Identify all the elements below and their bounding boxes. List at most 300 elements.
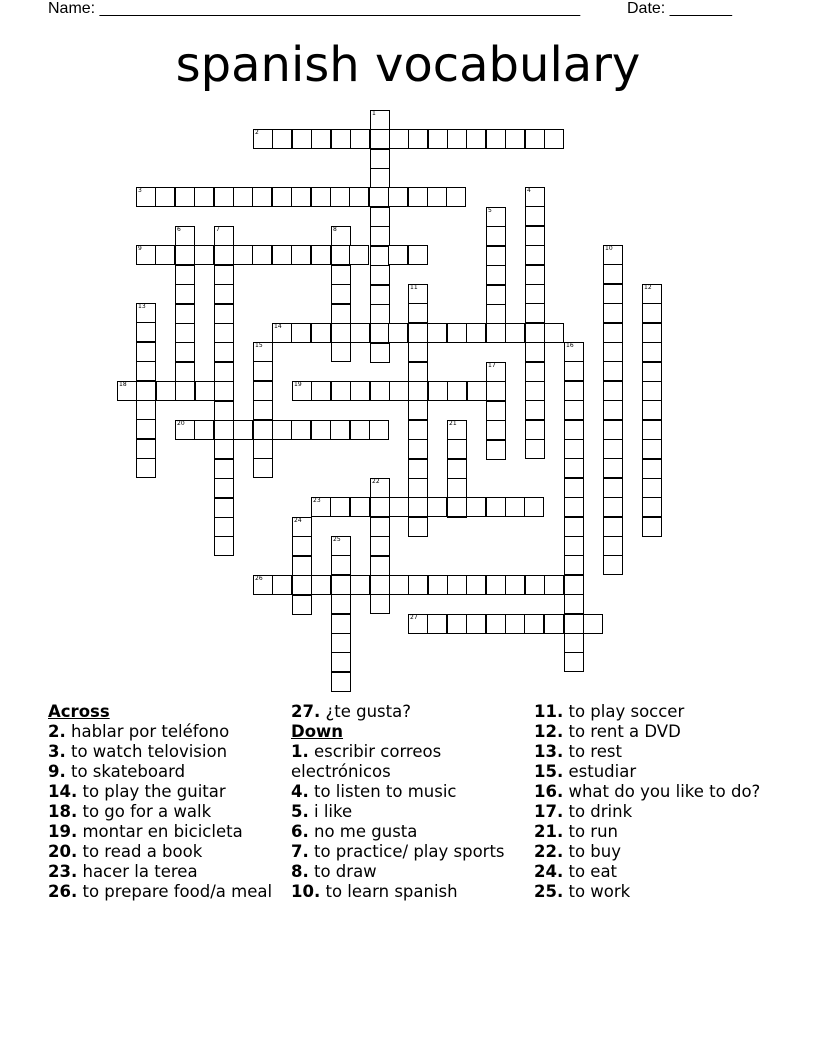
grid-cell[interactable]	[388, 245, 408, 265]
grid-cell[interactable]	[564, 439, 584, 459]
grid-cell[interactable]	[350, 381, 370, 401]
grid-cell[interactable]	[408, 420, 428, 440]
grid-cell[interactable]	[370, 149, 390, 169]
grid-cell[interactable]	[136, 458, 156, 478]
clue-number: 6.	[291, 822, 309, 841]
clue-number: 24.	[534, 862, 564, 881]
grid-cell[interactable]	[427, 497, 447, 517]
clue-number: 11.	[534, 702, 564, 721]
grid-cell[interactable]	[486, 420, 506, 440]
grid-cell[interactable]	[525, 303, 545, 323]
grid-cell[interactable]	[447, 497, 467, 517]
grid-cell[interactable]	[311, 245, 331, 265]
grid-cell[interactable]	[214, 439, 234, 459]
clue-number-label: 18	[119, 381, 127, 388]
grid-cell[interactable]	[408, 303, 428, 323]
grid-cell[interactable]	[525, 129, 545, 149]
grid-cell[interactable]	[486, 226, 506, 246]
grid-cell[interactable]	[408, 381, 428, 401]
grid-cell[interactable]	[214, 323, 234, 343]
grid-cell[interactable]	[505, 575, 525, 595]
clue-number: 19.	[48, 822, 78, 841]
grid-cell[interactable]	[272, 187, 292, 207]
grid-cell[interactable]	[427, 323, 447, 343]
grid-cell[interactable]	[428, 129, 448, 149]
grid-cell[interactable]	[331, 652, 351, 672]
grid-cell[interactable]	[214, 401, 234, 421]
grid-cell[interactable]	[467, 381, 487, 401]
grid-cell[interactable]	[331, 672, 351, 692]
grid-cell[interactable]	[486, 381, 506, 401]
grid-cell[interactable]	[370, 226, 390, 246]
grid-cell[interactable]	[525, 265, 545, 285]
grid-cell[interactable]	[524, 497, 544, 517]
grid-cell[interactable]	[214, 342, 234, 362]
grid-cell[interactable]	[272, 420, 292, 440]
clue-number-label: 11	[410, 284, 418, 291]
clue-text: to listen to music	[314, 782, 457, 801]
grid-cell[interactable]	[194, 420, 214, 440]
grid-cell[interactable]	[564, 420, 584, 440]
grid-cell[interactable]	[175, 304, 195, 324]
grid-cell[interactable]	[486, 246, 506, 266]
grid-cell[interactable]	[331, 555, 351, 575]
clue-text: to drink	[568, 802, 633, 821]
grid-cell[interactable]	[564, 555, 584, 575]
grid-cell[interactable]	[466, 614, 486, 634]
grid-cell[interactable]	[603, 536, 623, 556]
grid-cell[interactable]	[447, 323, 467, 343]
grid-cell[interactable]	[370, 594, 390, 614]
grid-cell[interactable]	[136, 400, 156, 420]
grid-cell[interactable]	[486, 265, 506, 285]
grid-cell[interactable]	[370, 517, 390, 537]
clue-number-label: 17	[488, 362, 496, 369]
grid-cell[interactable]	[642, 459, 662, 479]
grid-cell[interactable]	[214, 459, 234, 479]
clue-number: 26.	[48, 882, 78, 901]
grid-cell[interactable]	[446, 187, 466, 207]
grid-cell[interactable]	[525, 362, 545, 382]
grid-cell[interactable]	[544, 129, 564, 149]
grid-cell[interactable]	[136, 322, 156, 342]
grid-cell[interactable]	[233, 420, 253, 440]
grid-cell[interactable]	[525, 575, 545, 595]
grid-cell[interactable]	[525, 206, 545, 226]
grid-cell[interactable]	[564, 517, 584, 537]
grid-cell[interactable]	[466, 129, 486, 149]
grid-cell[interactable]	[642, 362, 662, 382]
grid-cell[interactable]	[291, 245, 311, 265]
grid-cell[interactable]	[525, 226, 545, 246]
clue-text: to read a book	[82, 842, 203, 861]
grid-cell[interactable]	[525, 400, 545, 420]
grid-cell[interactable]	[214, 420, 234, 440]
grid-cell[interactable]	[370, 246, 390, 266]
grid-cell[interactable]	[447, 129, 467, 149]
grid-cell[interactable]	[544, 614, 564, 634]
clue-item	[48, 842, 284, 862]
grid-cell[interactable]	[175, 342, 195, 362]
grid-cell[interactable]	[603, 517, 623, 537]
clue-item	[291, 862, 527, 882]
grid-cell[interactable]	[331, 633, 351, 653]
grid-cell[interactable]	[370, 381, 390, 401]
grid-cell[interactable]	[544, 323, 564, 343]
grid-cell[interactable]	[331, 304, 351, 324]
grid-cell[interactable]	[370, 304, 390, 324]
grid-cell[interactable]	[642, 439, 662, 459]
grid-cell[interactable]	[642, 497, 662, 517]
grid-cell[interactable]	[603, 400, 623, 420]
clue-item	[534, 702, 770, 722]
grid-cell[interactable]	[564, 575, 584, 595]
grid-cell[interactable]	[292, 129, 312, 149]
grid-cell[interactable]	[370, 285, 390, 305]
grid-cell[interactable]	[427, 614, 447, 634]
grid-cell[interactable]	[155, 187, 175, 207]
clue-number: 8.	[291, 862, 309, 881]
grid-cell[interactable]	[408, 400, 428, 420]
grid-cell[interactable]	[408, 323, 428, 343]
grid-cell[interactable]	[525, 323, 545, 343]
grid-cell[interactable]	[447, 459, 467, 479]
grid-cell[interactable]	[136, 342, 156, 362]
grid-cell[interactable]	[525, 342, 545, 362]
grid-cell[interactable]	[603, 323, 623, 343]
grid-cell[interactable]	[292, 556, 312, 576]
grid-cell[interactable]	[427, 187, 447, 207]
grid-cell[interactable]	[486, 304, 506, 324]
grid-cell[interactable]	[408, 129, 428, 149]
clue-text: to practice/ play sports	[314, 842, 505, 861]
grid-cell[interactable]	[253, 400, 273, 420]
grid-cell[interactable]	[564, 361, 584, 381]
clue-item	[534, 722, 770, 742]
clue-item	[291, 782, 527, 802]
grid-cell[interactable]	[603, 361, 623, 381]
grid-cell[interactable]	[155, 245, 175, 265]
grid-cell[interactable]	[331, 594, 351, 614]
grid-cell[interactable]	[194, 245, 214, 265]
grid-cell[interactable]	[311, 187, 331, 207]
grid-cell[interactable]	[642, 478, 662, 498]
grid-cell[interactable]	[331, 245, 351, 265]
clue-number-label: 23	[313, 497, 321, 504]
grid-cell[interactable]	[389, 575, 409, 595]
grid-cell[interactable]	[350, 129, 370, 149]
grid-cell[interactable]	[564, 478, 584, 498]
grid-cell[interactable]	[564, 381, 584, 401]
grid-cell[interactable]	[642, 342, 662, 362]
grid-cell[interactable]	[603, 420, 623, 440]
grid-cell[interactable]	[370, 556, 390, 576]
grid-cell[interactable]	[564, 400, 584, 420]
clue-number: 17.	[534, 802, 564, 821]
grid-cell[interactable]	[603, 497, 623, 517]
clue-column-2	[291, 702, 527, 902]
grid-cell[interactable]	[136, 419, 156, 439]
grid-cell[interactable]	[408, 342, 428, 362]
grid-cell[interactable]	[311, 323, 331, 343]
clue-text: hacer la terea	[82, 862, 198, 881]
grid-cell[interactable]	[253, 361, 273, 381]
clue-item	[534, 742, 770, 762]
grid-cell[interactable]	[603, 342, 623, 362]
grid-cell[interactable]	[331, 265, 351, 285]
grid-cell[interactable]	[389, 129, 409, 149]
grid-cell[interactable]	[486, 285, 506, 305]
grid-cell[interactable]	[370, 323, 390, 343]
grid-cell[interactable]	[505, 129, 525, 149]
grid-cell[interactable]	[349, 245, 369, 265]
grid-cell[interactable]	[175, 323, 195, 343]
grid-cell[interactable]	[408, 478, 428, 498]
grid-cell[interactable]	[603, 439, 623, 459]
grid-cell[interactable]	[252, 245, 272, 265]
grid-cell[interactable]	[447, 478, 467, 498]
grid-cell[interactable]	[331, 342, 351, 362]
grid-cell[interactable]	[369, 420, 389, 440]
grid-cell[interactable]	[330, 187, 350, 207]
grid-cell[interactable]	[564, 633, 584, 653]
grid-cell[interactable]	[447, 381, 467, 401]
grid-cell[interactable]	[349, 187, 369, 207]
clue-text: to prepare food/a meal	[82, 882, 273, 901]
clue-number: 21.	[534, 822, 564, 841]
grid-cell[interactable]	[253, 381, 273, 401]
grid-cell[interactable]	[486, 497, 506, 517]
grid-cell[interactable]	[564, 497, 584, 517]
grid-cell[interactable]	[466, 497, 486, 517]
grid-cell[interactable]	[642, 400, 662, 420]
grid-cell[interactable]	[447, 614, 467, 634]
grid-cell[interactable]	[370, 265, 390, 285]
grid-cell[interactable]	[525, 420, 545, 440]
grid-cell[interactable]	[370, 575, 390, 595]
grid-cell[interactable]	[136, 361, 156, 381]
grid-cell[interactable]	[233, 245, 253, 265]
grid-cell[interactable]	[408, 575, 428, 595]
grid-cell[interactable]	[466, 575, 486, 595]
grid-cell[interactable]	[524, 614, 544, 634]
grid-cell[interactable]	[331, 575, 351, 595]
grid-cell[interactable]	[214, 362, 234, 382]
clue-item	[48, 782, 284, 802]
grid-cell[interactable]	[291, 323, 311, 343]
grid-cell[interactable]	[292, 595, 312, 615]
clue-number: 3.	[48, 742, 66, 761]
grid-cell[interactable]	[564, 536, 584, 556]
grid-cell[interactable]	[370, 536, 390, 556]
grid-cell[interactable]	[603, 478, 623, 498]
clue-number-label: 13	[138, 303, 146, 310]
grid-cell[interactable]	[603, 381, 623, 401]
grid-cell[interactable]	[331, 129, 351, 149]
clue-number: 12.	[534, 722, 564, 741]
grid-cell[interactable]	[350, 323, 370, 343]
grid-cell[interactable]	[214, 304, 234, 324]
grid-cell[interactable]	[564, 614, 584, 634]
clue-text: ¿te gusta?	[325, 702, 411, 721]
grid-cell[interactable]	[408, 362, 428, 382]
grid-cell[interactable]	[331, 323, 351, 343]
grid-cell[interactable]	[370, 207, 390, 227]
grid-cell[interactable]	[214, 536, 234, 556]
grid-cell[interactable]	[642, 517, 662, 537]
grid-cell[interactable]	[350, 575, 370, 595]
clue-text: to work	[568, 882, 631, 901]
grid-cell[interactable]	[272, 245, 292, 265]
grid-cell[interactable]	[175, 265, 195, 285]
grid-cell[interactable]	[175, 362, 195, 382]
clue-number-label: 4	[527, 187, 531, 194]
grid-cell[interactable]	[505, 497, 525, 517]
grid-cell[interactable]	[486, 575, 506, 595]
grid-cell[interactable]	[214, 517, 234, 537]
grid-cell[interactable]	[447, 575, 467, 595]
grid-cell[interactable]	[388, 323, 408, 343]
grid-cell[interactable]	[486, 614, 506, 634]
grid-cell[interactable]	[603, 458, 623, 478]
grid-cell[interactable]	[642, 420, 662, 440]
clue-number-label: 15	[255, 342, 263, 349]
clue-number-label: 21	[449, 420, 457, 427]
grid-cell[interactable]	[486, 129, 506, 149]
grid-cell[interactable]	[369, 187, 389, 207]
grid-cell[interactable]	[583, 614, 603, 634]
grid-cell[interactable]	[564, 458, 584, 478]
grid-cell[interactable]	[486, 323, 506, 343]
grid-cell[interactable]	[642, 303, 662, 323]
grid-cell[interactable]	[505, 323, 525, 343]
grid-cell[interactable]	[291, 420, 311, 440]
grid-cell[interactable]	[136, 381, 156, 401]
grid-cell[interactable]	[253, 439, 273, 459]
grid-cell[interactable]	[389, 497, 409, 517]
grid-cell[interactable]	[408, 439, 428, 459]
grid-cell[interactable]	[486, 440, 506, 460]
grid-cell[interactable]	[505, 614, 525, 634]
grid-cell[interactable]	[253, 420, 273, 440]
grid-cell[interactable]	[272, 129, 292, 149]
grid-cell[interactable]	[214, 381, 234, 401]
grid-cell[interactable]	[156, 381, 176, 401]
grid-cell[interactable]	[603, 264, 623, 284]
grid-cell[interactable]	[370, 129, 390, 149]
grid-cell[interactable]	[408, 245, 428, 265]
grid-cell[interactable]	[292, 536, 312, 556]
grid-cell[interactable]	[350, 497, 370, 517]
grid-cell[interactable]	[370, 343, 390, 363]
clue-number: 7.	[291, 842, 309, 861]
grid-cell[interactable]	[175, 284, 195, 304]
grid-cell[interactable]	[564, 652, 584, 672]
grid-cell[interactable]	[214, 284, 234, 304]
grid-cell[interactable]	[525, 381, 545, 401]
grid-cell[interactable]	[525, 245, 545, 265]
grid-cell[interactable]	[272, 575, 292, 595]
grid-cell[interactable]	[311, 381, 331, 401]
grid-cell[interactable]	[603, 555, 623, 575]
grid-cell[interactable]	[214, 245, 234, 265]
grid-cell[interactable]	[428, 381, 448, 401]
clue-item	[291, 882, 527, 902]
name-field[interactable]: Name: ______________________________________________________	[48, 0, 581, 17]
grid-cell[interactable]	[311, 575, 331, 595]
grid-cell[interactable]	[175, 187, 195, 207]
grid-cell[interactable]	[486, 401, 506, 421]
grid-cell[interactable]	[370, 497, 390, 517]
grid-cell[interactable]	[291, 187, 311, 207]
date-field[interactable]: Date: _______	[627, 0, 732, 17]
grid-cell[interactable]	[544, 575, 564, 595]
grid-cell[interactable]	[252, 187, 272, 207]
grid-cell[interactable]	[136, 439, 156, 459]
clue-number-label: 26	[255, 575, 263, 582]
grid-cell[interactable]	[389, 381, 409, 401]
grid-cell[interactable]	[311, 129, 331, 149]
clue-item	[291, 822, 527, 842]
grid-cell[interactable]	[428, 575, 448, 595]
grid-cell[interactable]	[466, 323, 486, 343]
grid-cell[interactable]	[408, 497, 428, 517]
clue-text: to rest	[568, 742, 622, 761]
grid-cell[interactable]	[175, 245, 195, 265]
grid-cell[interactable]	[330, 497, 350, 517]
grid-cell[interactable]	[175, 381, 195, 401]
grid-cell[interactable]	[525, 284, 545, 304]
clue-number-label: 10	[605, 245, 613, 252]
grid-cell[interactable]	[388, 187, 408, 207]
grid-cell[interactable]	[408, 517, 428, 537]
clue-number-label: 3	[138, 187, 142, 194]
grid-cell[interactable]	[350, 420, 370, 440]
grid-cell[interactable]	[233, 187, 253, 207]
grid-cell[interactable]	[603, 303, 623, 323]
grid-cell[interactable]	[214, 498, 234, 518]
grid-cell[interactable]	[447, 439, 467, 459]
grid-cell[interactable]	[330, 420, 350, 440]
grid-cell[interactable]	[564, 594, 584, 614]
grid-cell[interactable]	[525, 439, 545, 459]
grid-cell[interactable]	[214, 265, 234, 285]
clue-text: no me gusta	[314, 822, 418, 841]
grid-cell[interactable]	[331, 284, 351, 304]
grid-cell[interactable]	[603, 284, 623, 304]
grid-cell[interactable]	[311, 420, 331, 440]
grid-cell[interactable]	[214, 478, 234, 498]
grid-cell[interactable]	[331, 614, 351, 634]
grid-cell[interactable]	[408, 187, 428, 207]
grid-cell[interactable]	[642, 323, 662, 343]
grid-cell[interactable]	[195, 381, 215, 401]
grid-cell[interactable]	[214, 187, 234, 207]
clue-number-label: 14	[274, 323, 282, 330]
grid-cell[interactable]	[370, 168, 390, 188]
clue-number-label: 19	[294, 381, 302, 388]
clue-number: 23.	[48, 862, 78, 881]
grid-cell[interactable]	[292, 575, 312, 595]
clue-number-label: 22	[372, 478, 380, 485]
grid-cell[interactable]	[194, 187, 214, 207]
clue-item	[291, 842, 527, 862]
grid-cell[interactable]	[408, 459, 428, 479]
grid-cell[interactable]	[331, 381, 351, 401]
clue-column-3	[534, 702, 770, 902]
grid-cell[interactable]	[642, 381, 662, 401]
grid-cell[interactable]	[253, 458, 273, 478]
